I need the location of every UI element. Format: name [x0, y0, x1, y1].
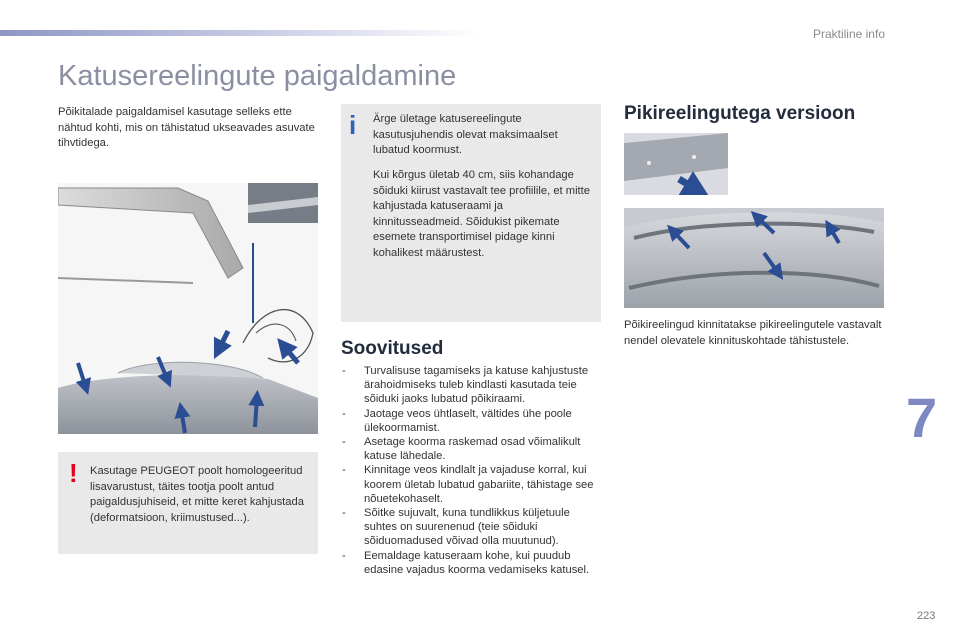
list-item: - Kinnitage veos kindlalt ja vajaduse korral, kui koorem ületab lubatud gabariite, tähistage see nõuetekohaselt.	[341, 463, 603, 506]
section-label: Praktiline info	[812, 27, 885, 41]
recommendations-heading: Soovitused	[341, 338, 444, 359]
chapter-number: 7	[906, 386, 938, 449]
page-number: 223	[917, 610, 936, 622]
info-icon: i	[349, 110, 357, 140]
version-heading: Pikireelingutega versioon	[624, 103, 856, 124]
list-item: - Asetage koorma raskemad osad võimalikult katuse lähedale.	[341, 435, 603, 463]
list-item: - Turvalisuse tagamiseks ja katuse kahjustuste ärahoidmiseks tuleb kindlasti kasutada teie sõiduki jaoks lubatud põikiraami.	[341, 364, 603, 407]
version-text: Põikireelingud kinnitatakse pikireelingutele vastavalt nendel olevatele kinnituskohtade tähistustele.	[624, 319, 882, 347]
list-item: - Eemaldage katuseraam kohe, kui puudub edasine vajadus koorma vedamiseks katusel.	[341, 549, 603, 577]
intro-text: Põikitalade paigaldamisel kasutage selleks ette nähtud kohti, mis on tähistatud ukseavades asuvate tihvtidega.	[58, 106, 315, 149]
roof-rails-illustration	[624, 208, 884, 308]
list-item: - Sõitke sujuvalt, kuna tundlikkus küljetuule suhtes on suurenenud (teie sõiduki sõiduomadused võivad olla muutunud).	[341, 506, 603, 549]
warning-icon: !	[69, 458, 78, 488]
list-item: - Jaotage veos ühtlaselt, vältides ühe poole ülekoormamist.	[341, 407, 603, 435]
header-accent-bar	[0, 30, 480, 36]
rail-detail-illustration	[624, 133, 728, 195]
info-box	[341, 104, 601, 322]
roof-bar-mounting-illustration	[58, 183, 318, 434]
warning-box	[58, 452, 318, 554]
info-text-height: Kui kõrgus ületab 40 cm, siis kohandage sõiduki kiirust vastavalt tee profiilile, et mitte kahjustada katuseraami ja kinnitusseadmeid. Sõidukist pikemate esemete transportimisel pidage kinni kohalikest määrustest.	[373, 169, 590, 259]
info-text-load-limit: Ärge ületage katusereelingute kasutusjuhendis olevat maksimaalset lubatud koormust.	[373, 113, 558, 156]
recommendations-list	[341, 364, 603, 577]
page-title: Katusereelingute paigaldamine	[58, 60, 457, 92]
warning-text: Kasutage PEUGEOT poolt homologeeritud lisavarustust, täites tootja poolt antud paigaldusjuhiseid, et mitte keret kahjustada (deformatsioon, kriimustused...).	[90, 465, 304, 524]
